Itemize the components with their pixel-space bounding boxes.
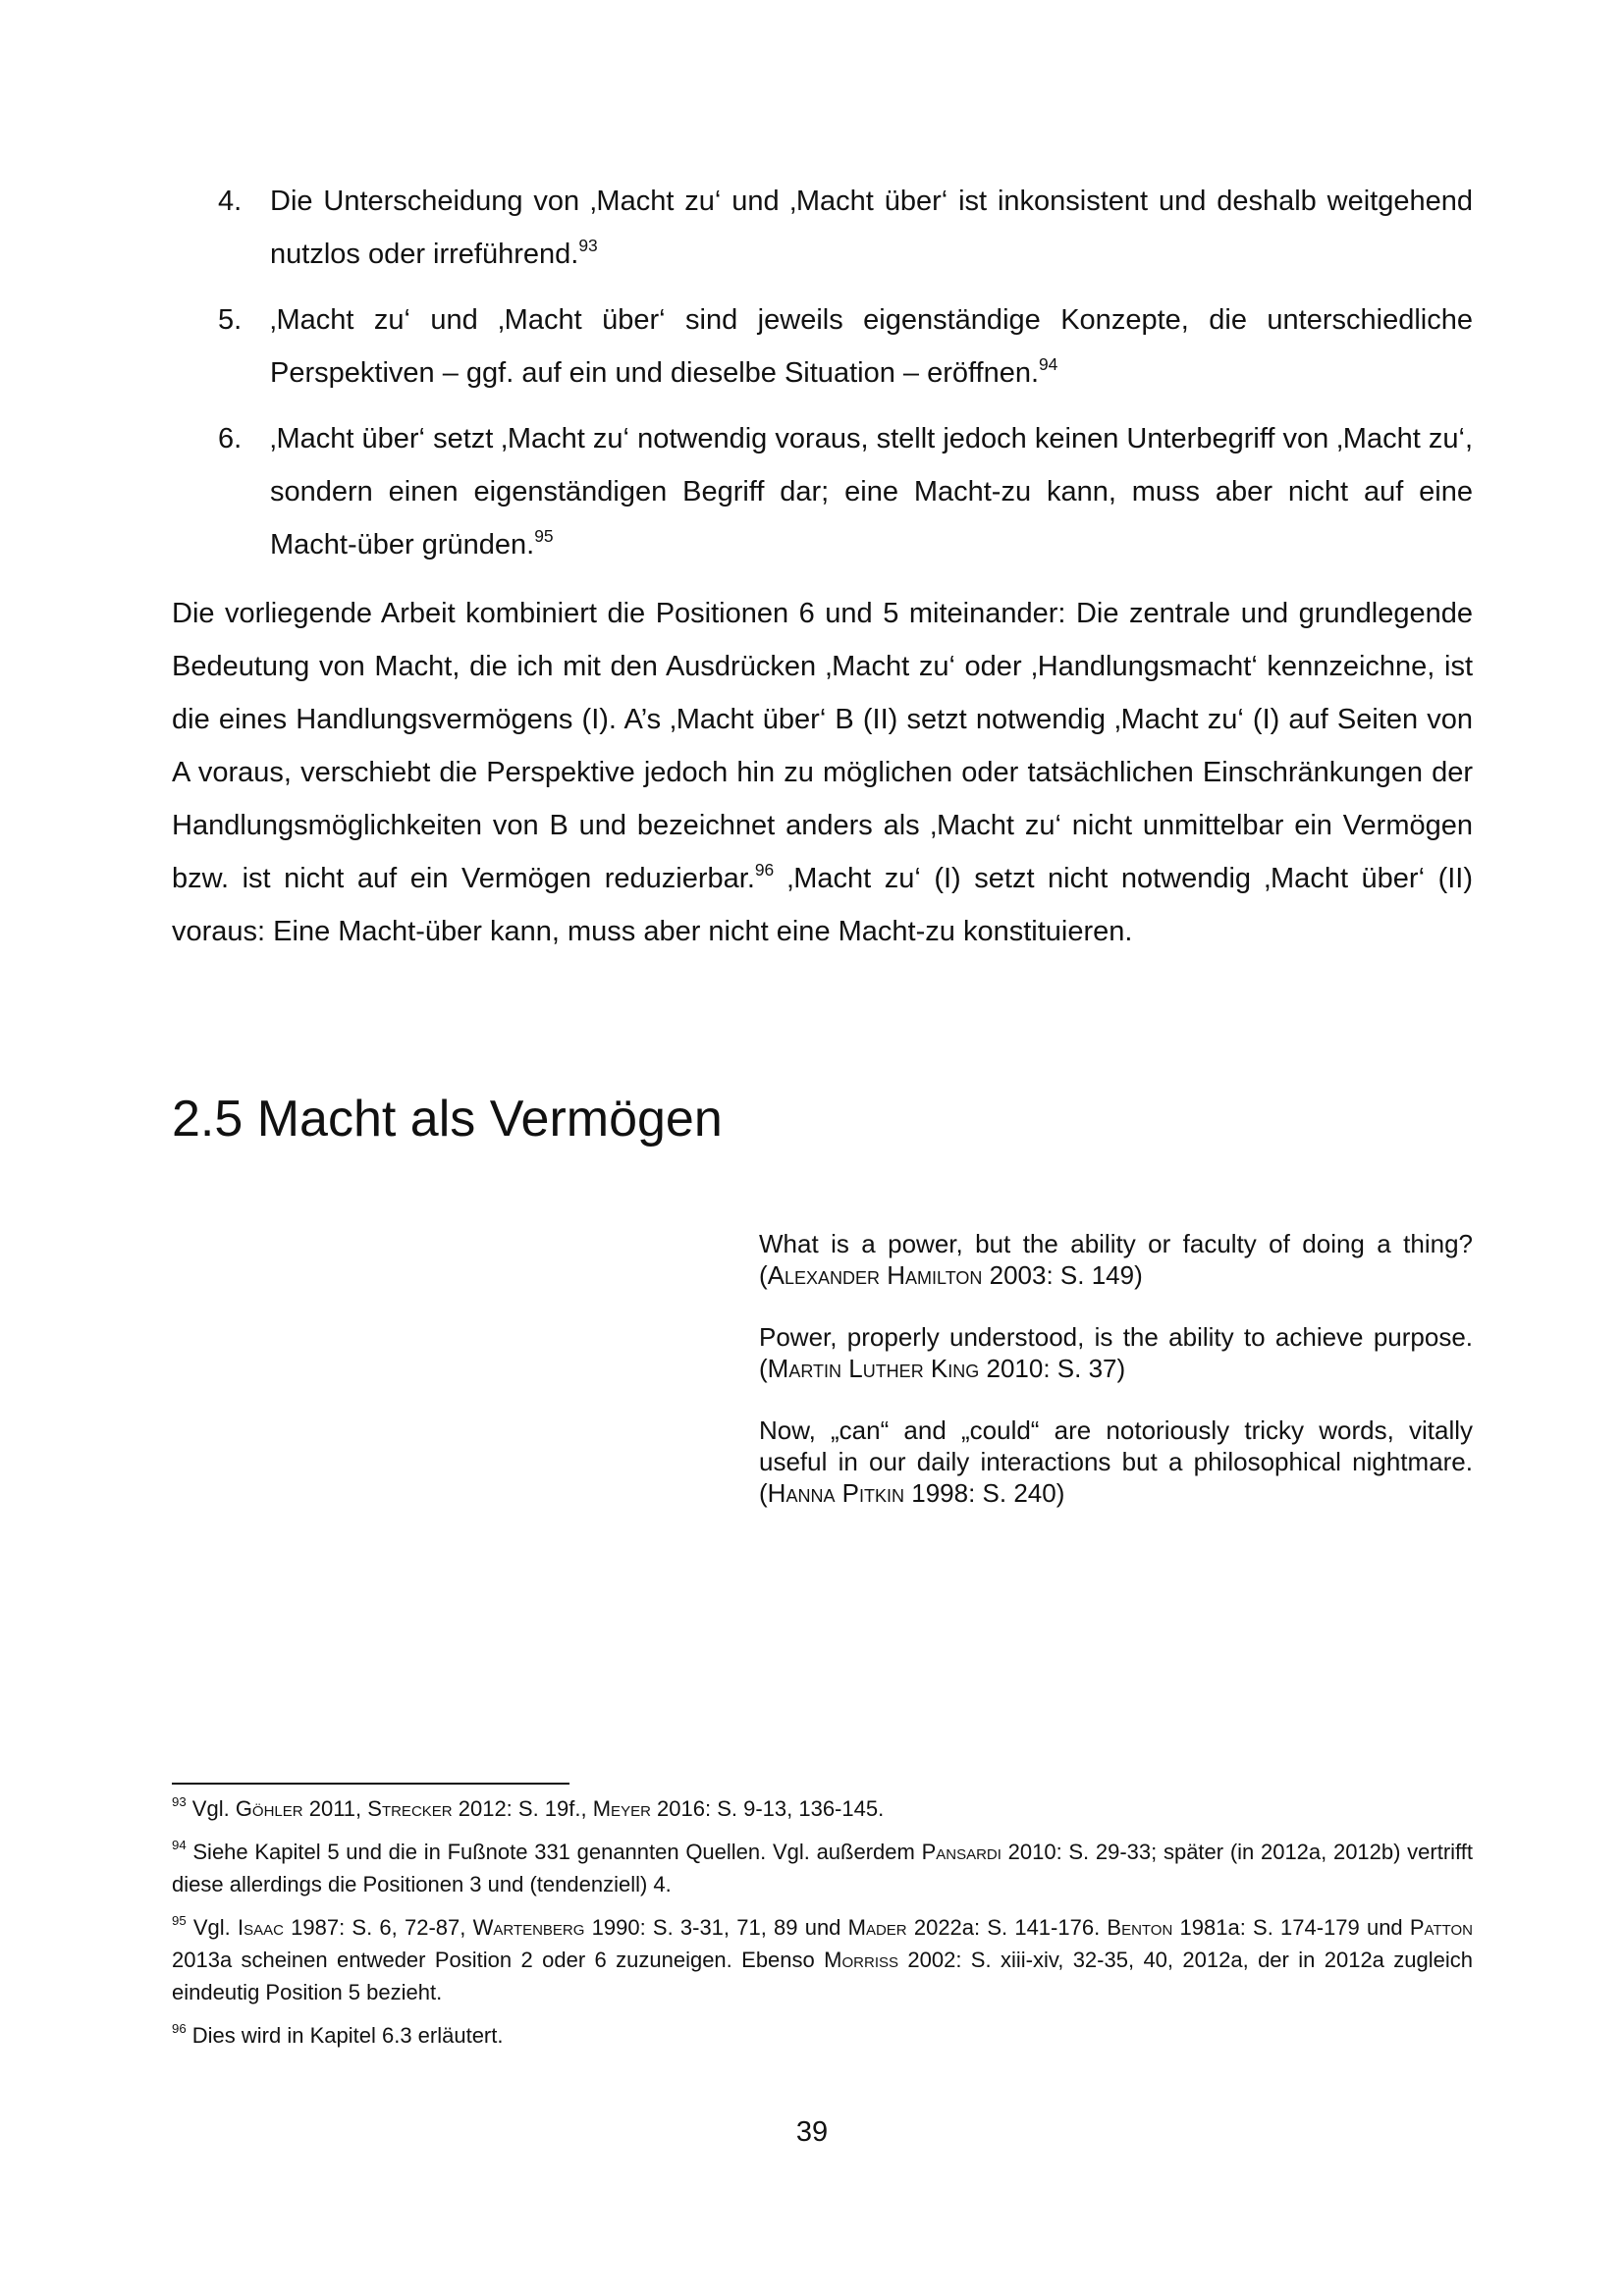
footnote-text: 2011, [302,1796,368,1821]
list-item-text: ‚Macht zu‘ und ‚Macht über‘ sind jeweils eigenständige Konzepte, die unterschiedliche Perspektiven – ggf. auf ein und dieselbe Situation – eröffnen. [270,304,1473,389]
epigraph-source: 2010: S. 37) [979,1354,1126,1383]
footnote-ref[interactable]: 93 [578,235,598,255]
epigraphs [759,1228,1473,1539]
epigraph-author: Hanna Pitkin [767,1478,905,1508]
list-marker: 6. [218,423,243,454]
footnote-text: 2022a: S. 141-176. [906,1915,1108,1940]
paragraph-text: Die vorliegende Arbeit kombiniert die Positionen 6 und 5 miteinander: Die zentrale und grundlegende Bedeutung von Macht, die ich mit den Ausdrücken ‚Macht zu‘ oder ‚Handlungsmacht‘ kennzeichne, ist die eines Handlungsvermögens (I). A’s ‚Macht über‘ B (II) setzt notwendig ‚Macht zu‘ (I) auf Seiten von A voraus, verschiebt die Perspektive jedoch hin zu möglichen oder tatsächlichen Einschränkungen der Handlungsmöglichkeiten von B und bezeichnet anders als ‚Macht zu‘ nicht unmittelbar ein Vermögen bzw. ist nicht auf ein Vermögen reduzierbar. [172,598,1473,894]
footnote-text: 2010: S. 29-33; später (in 2012a, 2012b) vertrifft diese allerdings die Positionen 3 und (tendenziell) 4. [172,1840,1473,1896]
footnote [172,1836,1473,1900]
footnote-number: 96 [172,2021,187,2037]
footnote-text: Vgl. [186,1915,238,1940]
list-item [172,294,1473,400]
epigraph [759,1321,1473,1384]
epigraph-source: 1998: S. 240) [904,1478,1065,1508]
footnote-text: Dies wird in Kapitel 6.3 erläutert. [186,2023,504,2048]
footnotes [172,1792,1473,2062]
footnote-number: 95 [172,1913,187,1929]
epigraph-author: Martin Luther King [767,1354,980,1383]
list-item-text: Die Unterscheidung von ‚Macht zu‘ und ‚Macht über‘ ist inkonsistent und deshalb weitgehend nutzlos oder irreführend. [270,186,1473,270]
epigraph [759,1228,1473,1291]
footnote-text: Vgl. [186,1796,236,1821]
footnote-number: 94 [172,1838,187,1853]
epigraph [759,1415,1473,1509]
footnote [172,1911,1473,2008]
footnote-author: Benton [1107,1915,1173,1940]
body-paragraph [172,587,1473,958]
epigraph-quote: Power, properly understood, is the ability to achieve purpose. ( [759,1322,1473,1383]
list-item [172,412,1473,571]
footnote-author: Wartenberg [472,1915,585,1940]
paragraph-text: ‚Macht zu‘ (I) setzt nicht notwendig ‚Macht über‘ (II) voraus: Eine Macht-über kann, muss aber nicht eine Macht-zu konstituieren. [172,863,1473,947]
footnote-text: 2002: S. xiii-xiv, 32-35, 40, 2012a, der in 2012a zugleich eindeutig Position 5 bezieht. [172,1948,1473,2004]
footnote-author: Isaac [238,1915,284,1940]
epigraph-quote: Now, „can“ and „could“ are notoriously tricky words, vitally useful in our daily interactions but a philosophical nightmare. ( [759,1415,1473,1508]
footnote-text: 1987: S. 6, 72-87, [283,1915,473,1940]
footnote-ref[interactable]: 95 [534,525,554,546]
footnote [172,2019,1473,2052]
footnote-ref[interactable]: 96 [754,859,775,880]
list-marker: 4. [218,186,243,217]
footnote-text: 2013a scheinen entweder Position 2 oder 6 zuzuneigen. Ebenso [172,1948,825,1972]
footnote-author: Strecker [367,1796,453,1821]
footnote-author: Patton [1409,1915,1473,1940]
list-item [172,175,1473,281]
page-number: 39 [795,2116,829,2148]
footnote-ref[interactable]: 94 [1039,353,1058,374]
numbered-positions-list [172,175,1473,584]
list-marker: 5. [218,304,243,336]
epigraph-source: 2003: S. 149) [982,1260,1143,1290]
footnote-number: 93 [172,1794,187,1810]
footnote-author: Meyer [592,1796,651,1821]
footnote [172,1792,1473,1825]
footnote-separator [172,1783,569,1785]
epigraph-author: Alexander Hamilton [767,1260,983,1290]
footnote-text: Siehe Kapitel 5 und die in Fußnote 331 genannten Quellen. Vgl. außerdem [186,1840,922,1864]
footnote-text: 1990: S. 3-31, 71, 89 und [584,1915,848,1940]
epigraph-quote: What is a power, but the ability or faculty of doing a thing? ( [759,1229,1473,1290]
footnote-text: 1981a: S. 174-179 und [1172,1915,1410,1940]
footnote-author: Mader [847,1915,907,1940]
footnote-author: Göhler [235,1796,303,1821]
footnote-text: 2016: S. 9-13, 136-145. [650,1796,885,1821]
section-heading: 2.5 Macht als Vermögen [172,1091,723,1148]
footnote-author: Pansardi [921,1840,1001,1864]
footnote-author: Morriss [824,1948,898,1972]
footnote-text: 2012: S. 19f., [452,1796,593,1821]
list-item-text: ‚Macht über‘ setzt ‚Macht zu‘ notwendig voraus, stellt jedoch keinen Unterbegriff von ‚Macht zu‘, sondern einen eigenständigen Begriff dar; eine Macht-zu kann, muss aber nicht auf eine Macht-über gründen. [270,423,1473,561]
